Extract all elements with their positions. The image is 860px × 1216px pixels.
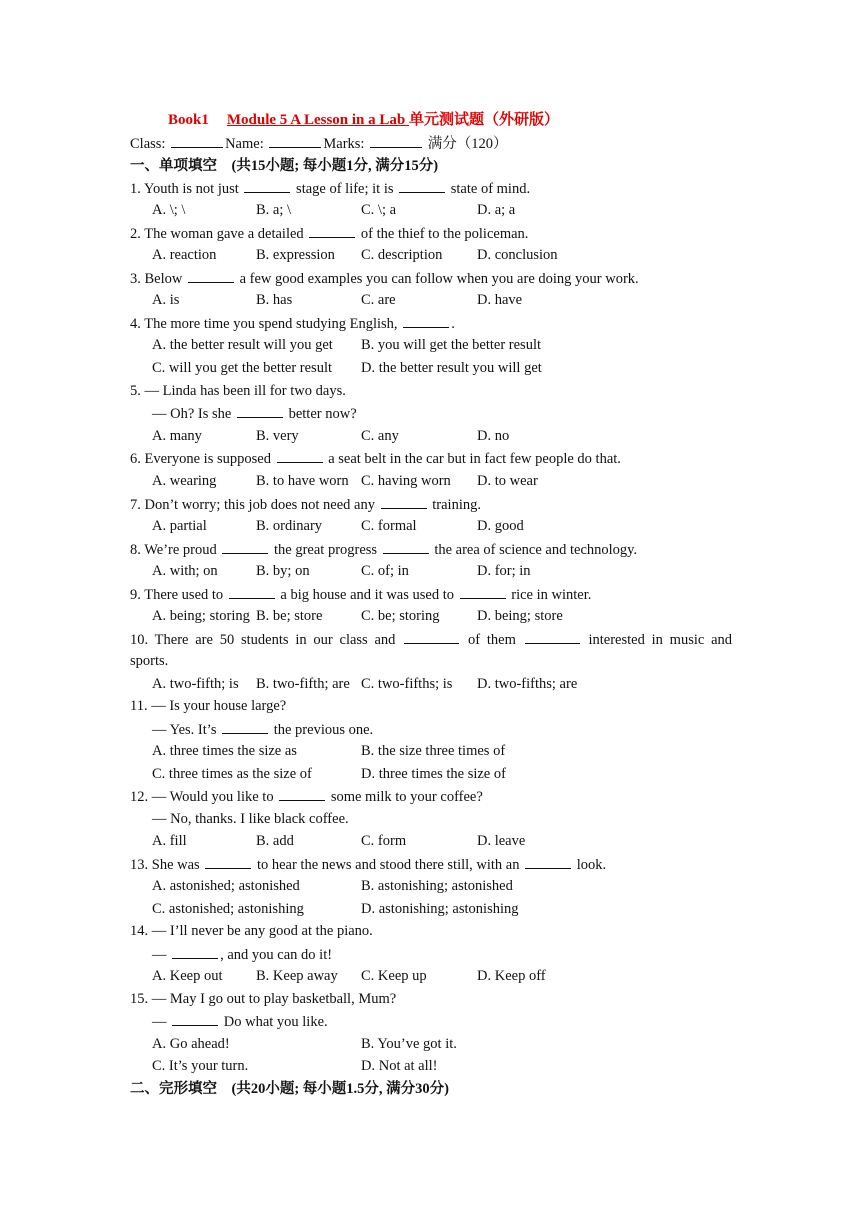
section2-note: (共20小题; 每小题1.5分, 满分30分) xyxy=(231,1081,449,1097)
q4-option-c: C. will you get the better result xyxy=(152,360,333,376)
q15-option-b: B. You’ve got it. xyxy=(361,1036,457,1052)
section1-title: 一、单项填空 xyxy=(130,158,217,174)
q12-blank-1 xyxy=(279,786,325,801)
section1-note: (共15小题; 每小题1分, 满分15分) xyxy=(231,158,439,174)
q14-text-c: , and you can do it! xyxy=(220,947,333,963)
q14-option-d: D. Keep off xyxy=(477,968,546,984)
q6-blank-1 xyxy=(277,448,323,463)
q3-option-b: B. has xyxy=(256,292,293,308)
q4-option-d: D. the better result you will get xyxy=(361,360,542,376)
q13-option-d: D. astonishing; astonishing xyxy=(361,901,519,917)
document-title xyxy=(168,108,559,129)
name-label: Name: xyxy=(225,136,264,152)
q3-text-b: a few good examples you can follow when you are doing your work. xyxy=(239,271,639,287)
q3-blank-1 xyxy=(188,268,234,283)
q10-option-a: A. two-fifth; is xyxy=(152,676,239,692)
q12-option-d: D. leave xyxy=(477,833,526,849)
q2-blank-1 xyxy=(309,223,355,238)
q6-option-d: D. to wear xyxy=(477,473,538,489)
section2-heading xyxy=(130,1079,449,1099)
q1-text-b: stage of life; it is xyxy=(296,181,394,197)
q14-option-b: B. Keep away xyxy=(256,968,338,984)
q10-option-d: D. two-fifths; are xyxy=(477,676,578,692)
q10-blank-2 xyxy=(525,629,580,644)
class-label: Class: xyxy=(130,136,166,152)
q8-blank-1 xyxy=(222,539,268,554)
q15-text-c: Do what you like. xyxy=(223,1014,328,1030)
question-10 xyxy=(130,629,732,650)
q10-option-c: C. two-fifths; is xyxy=(361,676,453,692)
q2-option-a: A. reaction xyxy=(152,247,217,263)
q5-option-d: D. no xyxy=(477,428,510,444)
q9-blank-2 xyxy=(460,584,506,599)
q13-text-a: 13. She was xyxy=(130,857,200,873)
q9-option-d: D. being; store xyxy=(477,608,563,624)
q8-text-c: the area of science and technology. xyxy=(434,542,638,558)
q9-option-b: B. be; store xyxy=(256,608,323,624)
q11-blank-1 xyxy=(222,719,268,734)
title-book: Book1 xyxy=(168,112,209,128)
q3-text-a: 3. Below xyxy=(130,271,183,287)
q7-text-a: 7. Don’t worry; this job does not need any xyxy=(130,497,375,513)
q2-option-d: D. conclusion xyxy=(477,247,558,263)
q6-text-b: a seat belt in the car but in fact few people do that. xyxy=(328,451,621,467)
q6-option-b: B. to have worn xyxy=(256,473,349,489)
q14-text-b: — xyxy=(152,947,167,963)
question-12-reply: — No, thanks. I like black coffee. xyxy=(152,811,349,827)
question-11: 11. — Is your house large? xyxy=(130,698,287,714)
q5-option-a: A. many xyxy=(152,428,202,444)
q8-option-d: D. for; in xyxy=(477,563,531,579)
full-score: 满分（120） xyxy=(427,136,508,152)
q4-option-b: B. you will get the better result xyxy=(361,337,542,353)
q11-text-c: the previous one. xyxy=(273,722,374,738)
q12-option-a: A. fill xyxy=(152,833,187,849)
question-9 xyxy=(130,584,591,605)
q13-blank-1 xyxy=(205,854,251,869)
question-15: 15. — May I go out to play basketball, Mum? xyxy=(130,991,397,1007)
q9-text-c: rice in winter. xyxy=(511,587,592,603)
q2-text-a: 2. The woman gave a detailed xyxy=(130,226,304,242)
question-14-reply xyxy=(152,944,332,965)
q4-option-a: A. the better result will you get xyxy=(152,337,333,353)
q15-option-c: C. It’s your turn. xyxy=(152,1058,249,1074)
q13-option-a: A. astonished; astonished xyxy=(152,878,300,894)
q13-option-c: C. astonished; astonishing xyxy=(152,901,304,917)
q10-text-b: of them xyxy=(468,632,516,648)
q6-text-a: 6. Everyone is supposed xyxy=(130,451,271,467)
q13-option-b: B. astonishing; astonished xyxy=(361,878,513,894)
section2-title: 二、完形填空 xyxy=(130,1081,217,1097)
q4-blank-1 xyxy=(403,313,449,328)
marks-label: Marks: xyxy=(323,136,365,152)
q3-option-a: A. is xyxy=(152,292,180,308)
q5-text-b: — Oh? Is she xyxy=(152,406,232,422)
q11-option-b: B. the size three times of xyxy=(361,743,506,759)
name-blank xyxy=(269,133,321,148)
q6-option-c: C. having worn xyxy=(361,473,451,489)
question-3 xyxy=(130,268,639,289)
question-5-reply xyxy=(152,403,357,424)
q12-text-b: some milk to your coffee? xyxy=(330,789,483,805)
q4-text-b: . xyxy=(451,316,455,332)
q15-option-a: A. Go ahead! xyxy=(152,1036,230,1052)
q9-text-a: 9. There used to xyxy=(130,587,224,603)
q12-option-b: B. add xyxy=(256,833,294,849)
q12-option-c: C. form xyxy=(361,833,407,849)
q11-option-c: C. three times as the size of xyxy=(152,766,312,782)
question-7 xyxy=(130,494,481,515)
question-5: 5. — Linda has been ill for two days. xyxy=(130,383,346,399)
q13-blank-2 xyxy=(525,854,571,869)
q2-text-b: of the thief to the policeman. xyxy=(360,226,529,242)
title-module: Module 5 A Lesson in a Lab xyxy=(226,112,409,128)
q11-option-a: A. three times the size as xyxy=(152,743,297,759)
q11-option-d: D. three times the size of xyxy=(361,766,506,782)
question-8 xyxy=(130,539,637,560)
q7-option-d: D. good xyxy=(477,518,524,534)
question-4 xyxy=(130,313,455,334)
q7-blank-1 xyxy=(381,494,427,509)
question-1 xyxy=(130,178,530,199)
q8-option-c: C. of; in xyxy=(361,563,409,579)
q8-text-b: the great progress xyxy=(274,542,378,558)
q15-option-d: D. Not at all! xyxy=(361,1058,438,1074)
q13-text-c: look. xyxy=(576,857,607,873)
q1-blank-1 xyxy=(244,178,290,193)
q10-blank-1 xyxy=(404,629,459,644)
q7-text-b: training. xyxy=(432,497,481,513)
q10-text-a: 10. There are 50 students in our class and xyxy=(130,632,396,648)
q7-option-c: C. formal xyxy=(361,518,417,534)
q13-text-b: to hear the news and stood there still, with an xyxy=(256,857,520,873)
q2-option-b: B. expression xyxy=(256,247,335,263)
q1-option-c: C. \; a xyxy=(361,202,397,218)
q10-option-b: B. two-fifth; are xyxy=(256,676,350,692)
q1-option-b: B. a; \ xyxy=(256,202,292,218)
section1-heading xyxy=(130,156,438,176)
q2-option-c: C. description xyxy=(361,247,443,263)
q9-option-c: C. be; storing xyxy=(361,608,440,624)
class-blank xyxy=(171,133,223,148)
q8-text-a: 8. We’re proud xyxy=(130,542,217,558)
q5-text-c: better now? xyxy=(288,406,357,422)
info-line xyxy=(130,133,507,154)
q1-text-c: state of mind. xyxy=(450,181,531,197)
q9-text-b: a big house and it was used to xyxy=(280,587,454,603)
q5-blank-1 xyxy=(237,403,283,418)
q14-option-c: C. Keep up xyxy=(361,968,427,984)
q9-option-a: A. being; storing xyxy=(152,608,250,624)
question-14: 14. — I’ll never be any good at the piano. xyxy=(130,923,373,939)
q15-blank-1 xyxy=(172,1011,218,1026)
q7-option-a: A. partial xyxy=(152,518,207,534)
q8-blank-2 xyxy=(383,539,429,554)
question-11-reply xyxy=(152,719,373,740)
q3-option-c: C. are xyxy=(361,292,396,308)
q10-text-c: interested in music and xyxy=(588,632,733,648)
question-6 xyxy=(130,448,621,469)
q14-option-a: A. Keep out xyxy=(152,968,223,984)
q14-blank-1 xyxy=(172,944,218,959)
question-15-reply xyxy=(152,1011,328,1032)
question-12 xyxy=(130,786,483,807)
question-13 xyxy=(130,854,606,875)
q1-text-a: 1. Youth is not just xyxy=(130,181,239,197)
question-10-cont: sports. xyxy=(130,653,169,669)
q15-text-b: — xyxy=(152,1014,167,1030)
q1-blank-2 xyxy=(399,178,445,193)
marks-blank xyxy=(370,133,422,148)
q7-option-b: B. ordinary xyxy=(256,518,323,534)
q3-option-d: D. have xyxy=(477,292,523,308)
q8-option-a: A. with; on xyxy=(152,563,218,579)
q12-text-a: 12. — Would you like to xyxy=(130,789,274,805)
q8-option-b: B. by; on xyxy=(256,563,310,579)
q9-blank-1 xyxy=(229,584,275,599)
q4-text-a: 4. The more time you spend studying English, xyxy=(130,316,398,332)
q5-option-c: C. any xyxy=(361,428,399,444)
q1-option-d: D. a; a xyxy=(477,202,516,218)
q5-option-b: B. very xyxy=(256,428,299,444)
q1-option-a: A. \; \ xyxy=(152,202,186,218)
q11-text-b: — Yes. It’s xyxy=(152,722,217,738)
q6-option-a: A. wearing xyxy=(152,473,217,489)
question-2 xyxy=(130,223,528,244)
title-cn: 单元测试题（外研版） xyxy=(409,112,560,128)
